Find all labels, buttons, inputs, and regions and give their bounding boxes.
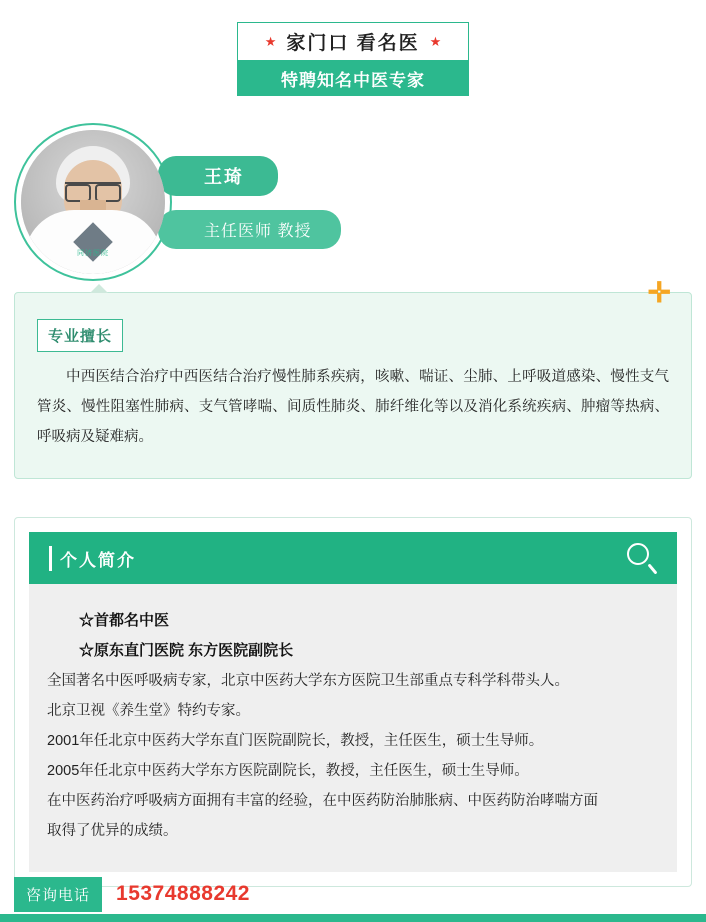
doctor-info bbox=[158, 156, 341, 249]
doctor-name: 王琦 bbox=[158, 156, 278, 196]
bio-line-6: 取得了优异的成绩。 bbox=[47, 823, 178, 839]
search-icon[interactable] bbox=[627, 543, 657, 573]
bio-card bbox=[14, 517, 692, 887]
bio-line-5: 在中医药治疗呼吸病方面拥有丰富的经验，在中医药防治肺胀病、中医药防治哮喘方面 bbox=[47, 793, 598, 809]
avatar-ring bbox=[14, 123, 172, 281]
bio-line-2: 北京卫视《养生堂》特约专家。 bbox=[47, 703, 250, 719]
star-icon-left: ★ bbox=[264, 34, 277, 49]
phone-number[interactable]: 15374888242 bbox=[116, 882, 250, 905]
footer-bar bbox=[0, 914, 706, 922]
bio-highlight-1: ☆首都名中医 bbox=[79, 612, 170, 629]
bio-line-1: 全国著名中医呼吸病专家，北京中医药大学东方医院卫生部重点专科学科带头人。 bbox=[47, 673, 569, 689]
search-icon-circle bbox=[627, 543, 649, 565]
avatar bbox=[21, 130, 165, 274]
expertise-text: 中西医结合治疗中西医结合治疗慢性肺系疾病，咳嗽、喘证、尘肺、上呼吸道感染、慢性支气管炎、慢性阻塞性肺病、支气管哮喘、间质性肺炎、肺纤维化等以及消化系统疾病、肿瘤等热病、呼吸病及疑难病。 bbox=[37, 369, 669, 445]
plus-icon: ✛ bbox=[647, 277, 671, 308]
bio-line-4: 2005年任北京中医药大学东方医院副院长，教授，主任医生，硕士生导师。 bbox=[47, 763, 529, 779]
expertise-card bbox=[14, 277, 692, 479]
header-title-text: 家门口 看名医 bbox=[286, 33, 420, 54]
phone-label: 咨询电话 bbox=[14, 877, 102, 912]
footer bbox=[0, 866, 706, 922]
card-pointer-icon bbox=[90, 284, 108, 293]
glasses-icon bbox=[65, 182, 121, 197]
bio-highlight-2: ☆原东直门医院 东方医院副院长 bbox=[79, 642, 294, 659]
expertise-tag: 专业擅长 bbox=[37, 319, 123, 352]
header-title-box bbox=[237, 22, 469, 60]
star-icon-right: ★ bbox=[429, 34, 442, 49]
bio-heading: 个人简介 bbox=[49, 546, 136, 571]
doctor-title: 主任医师 教授 bbox=[158, 210, 341, 249]
bio-body bbox=[29, 584, 677, 872]
search-icon-handle bbox=[647, 563, 657, 574]
avatar-logo-text: 同济医院 bbox=[77, 250, 109, 257]
bio-header bbox=[29, 532, 677, 584]
bio-line-3: 2001年任北京中医药大学东直门医院副院长，教授，主任医生，硕士生导师。 bbox=[47, 733, 544, 749]
header-subtitle: 特聘知名中医专家 bbox=[237, 60, 469, 96]
doctor-profile bbox=[0, 118, 706, 286]
page-header bbox=[0, 0, 706, 96]
